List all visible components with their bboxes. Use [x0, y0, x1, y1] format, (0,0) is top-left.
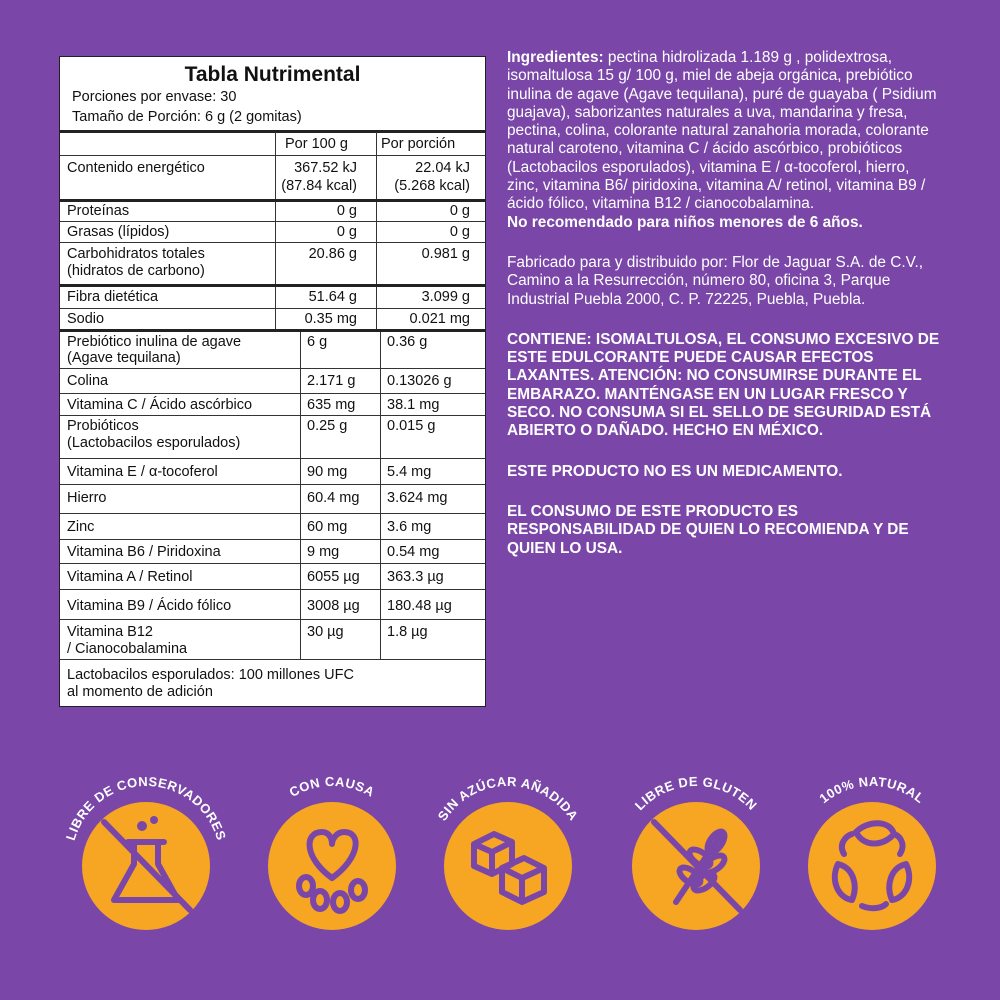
divider: [60, 539, 485, 540]
row-value-100g: (87.84 kcal): [281, 178, 357, 194]
row-name: Vitamina E / α-tocoferol: [67, 464, 218, 480]
row-value-100g: 635 mg: [307, 397, 356, 413]
badge-label: LIBRE DE GLUTEN: [631, 773, 761, 814]
ingredients-paragraph: [507, 49, 945, 214]
row-name: Vitamina B12: [67, 624, 153, 640]
row-name: Sodio: [67, 311, 105, 327]
row-name: Contenido energético: [67, 160, 205, 176]
column-divider: [376, 132, 377, 330]
row-name-sub: (hidratos de carbono): [67, 263, 205, 279]
row-value-portion: 0.13026 g: [387, 373, 452, 389]
row-name: Probióticos: [67, 418, 139, 434]
row-value-portion: 0.021 mg: [409, 311, 470, 327]
divider: [60, 415, 485, 416]
nutrition-table: [59, 56, 486, 707]
row-name-sub: / Cianocobalamina: [67, 641, 188, 657]
row-value-portion: 3.6 mg: [387, 519, 432, 535]
row-name: Vitamina B9 / Ácido fólico: [67, 598, 232, 614]
svg-text:100% NATURAL: [816, 774, 927, 806]
row-value-portion: 0.015 g: [387, 418, 436, 434]
divider: [60, 242, 485, 243]
column-divider: [275, 132, 276, 330]
badge-label: CON CAUSA: [286, 773, 378, 800]
ingredients-text: pectina hidrolizada 1.189 g , polidextrosa, isomaltulosa 15 g/ 100 g, miel de abeja orgánica, prebiótico inulina de agave (Agave tequilana), puré de guayaba ( Psidium guajava), saborizantes naturales a uva, mandarina y fresa, pectina, colina, colorante natural zanahoria morada, colorante natural caroteno, vitamina C / ácido ascórbico, probióticos (Lactobacilos esporulados), vitamina E / α-tocoferol, hierro, zinc, vitamina B6/ piridoxina, vitamina A/ retinol, vitamina B9 / ácido fólico, vitamina B12 / cianocobalamina.: [507, 49, 937, 213]
row-value-100g: 0 g: [336, 203, 357, 219]
responsibility-notice: EL CONSUMO DE ESTE PRODUCTO ES RESPONSABILIDAD DE QUIEN LO RECOMIENDA Y DE QUIEN LO USA.: [507, 502, 909, 557]
row-value-portion: 38.1 mg: [387, 397, 440, 413]
manufacturer-info: Fabricado para y distribuido por: Flor de Jaguar S.A. de C.V., Camino a la Resurrección, número 80, oficina 3, Parque Industrial Puebla 2000, C. P. 72225, Puebla, Puebla.: [507, 253, 924, 308]
divider: [60, 155, 485, 156]
row-value-portion: 0 g: [449, 203, 470, 219]
header-per-portion: Por porción: [381, 136, 456, 152]
row-value-100g: 367.52 kJ: [294, 160, 357, 176]
column-divider: [380, 332, 381, 659]
badge-gluten-free: [596, 760, 796, 960]
row-value-portion: 0.36 g: [387, 334, 428, 350]
ingredients-label: Ingredientes:: [507, 49, 604, 66]
row-value-100g: 60 mg: [307, 519, 348, 535]
badge-label: SIN AZÚCAR AÑADIDA: [434, 773, 582, 824]
serving-size: Tamaño de Porción: 6 g (2 gomitas): [72, 109, 302, 125]
row-value-portion: 5.4 mg: [387, 464, 432, 480]
divider: [60, 199, 485, 202]
footnote: al momento de adición: [67, 684, 213, 700]
row-value-100g: 0 g: [336, 224, 357, 240]
row-value-portion: 3.624 mg: [387, 490, 448, 506]
servings-per-container: Porciones por envase: 30: [72, 89, 237, 105]
badge-natural: [772, 760, 972, 960]
row-value-100g: 6 g: [307, 334, 328, 350]
divider: [60, 513, 485, 514]
row-value-100g: 51.64 g: [308, 289, 357, 305]
divider: [60, 393, 485, 394]
row-value-100g: 0.35 mg: [304, 311, 357, 327]
row-name: Grasas (lípidos): [67, 224, 170, 240]
divider: [60, 329, 485, 332]
badge-no-preservatives: [46, 760, 246, 960]
row-value-100g: 2.171 g: [307, 373, 356, 389]
row-name: Vitamina C / Ácido ascórbico: [67, 397, 253, 413]
row-value-100g: 6055 µg: [307, 569, 360, 585]
row-value-100g: 20.86 g: [308, 246, 357, 262]
divider: [60, 563, 485, 564]
divider: [60, 659, 485, 660]
row-name: Vitamina A / Retinol: [67, 569, 193, 585]
row-name: Carbohidratos totales: [67, 246, 205, 262]
divider: [60, 458, 485, 459]
divider: [60, 308, 485, 309]
row-value-100g: 90 mg: [307, 464, 348, 480]
row-name: Fibra dietética: [67, 289, 159, 305]
product-info: [507, 49, 945, 558]
row-value-portion: 1.8 µg: [387, 624, 428, 640]
age-warning: No recomendado para niños menores de 6 años.: [507, 213, 863, 231]
header-per-100g: Por 100 g: [285, 136, 348, 152]
divider: [60, 619, 485, 620]
row-value-portion: 0.981 g: [421, 246, 470, 262]
row-name: Zinc: [67, 519, 95, 535]
footnote: Lactobacilos esporulados: 100 millones UFC: [67, 667, 354, 683]
row-value-100g: 0.25 g: [307, 418, 348, 434]
divider: [60, 589, 485, 590]
divider: [60, 484, 485, 485]
divider: [60, 221, 485, 222]
row-name: Vitamina B6 / Piridoxina: [67, 544, 221, 560]
divider: [60, 368, 485, 369]
badge-with-cause: [232, 760, 432, 960]
svg-text:CON CAUSA: [287, 774, 378, 800]
divider: [60, 284, 485, 287]
row-value-100g: 30 µg: [307, 624, 344, 640]
row-name: Prebiótico inulina de agave: [67, 334, 242, 350]
not-medicine-notice: ESTE PRODUCTO NO ES UN MEDICAMENTO.: [507, 462, 843, 480]
badge-no-added-sugar: [408, 760, 608, 960]
row-name: Colina: [67, 373, 109, 389]
row-value-portion: 0 g: [449, 224, 470, 240]
badge-label: LIBRE DE CONSERVADORES: [62, 773, 230, 843]
row-value-portion: 22.04 kJ: [415, 160, 470, 176]
divider: [60, 130, 485, 133]
row-name: Hierro: [67, 490, 107, 506]
contains-warning: CONTIENE: ISOMALTULOSA, EL CONSUMO EXCESIVO DE ESTE EDULCORANTE PUEDE CAUSAR EFECTOS LAXANTES. ATENCIÓN: NO CONSUMIRSE DURANTE EL EMBARAZO. MANTÉNGASE EN UN LUGAR FRESCO Y SECO. NO CONSUMA SI EL SELLO DE SEGURIDAD ESTÁ ABIERTO O DAÑADO. HECHO EN MÉXICO.: [507, 330, 940, 440]
badge-row: [0, 760, 1000, 960]
row-name: Proteínas: [67, 203, 130, 219]
column-divider: [300, 332, 301, 659]
row-value-portion: 0.54 mg: [387, 544, 440, 560]
row-value-portion: 363.3 µg: [387, 569, 444, 585]
row-name-sub: (Agave tequilana): [67, 350, 181, 366]
row-value-100g: 9 mg: [307, 544, 340, 560]
nutrition-title: Tabla Nutrimental: [184, 63, 361, 86]
badge-label: 100% NATURAL: [816, 773, 928, 807]
row-value-portion: (5.268 kcal): [394, 178, 470, 194]
row-value-portion: 180.48 µg: [387, 598, 452, 614]
row-value-portion: 3.099 g: [421, 289, 470, 305]
row-value-100g: 3008 µg: [307, 598, 360, 614]
row-value-100g: 60.4 mg: [307, 490, 360, 506]
row-name-sub: (Lactobacilos esporulados): [67, 435, 241, 451]
